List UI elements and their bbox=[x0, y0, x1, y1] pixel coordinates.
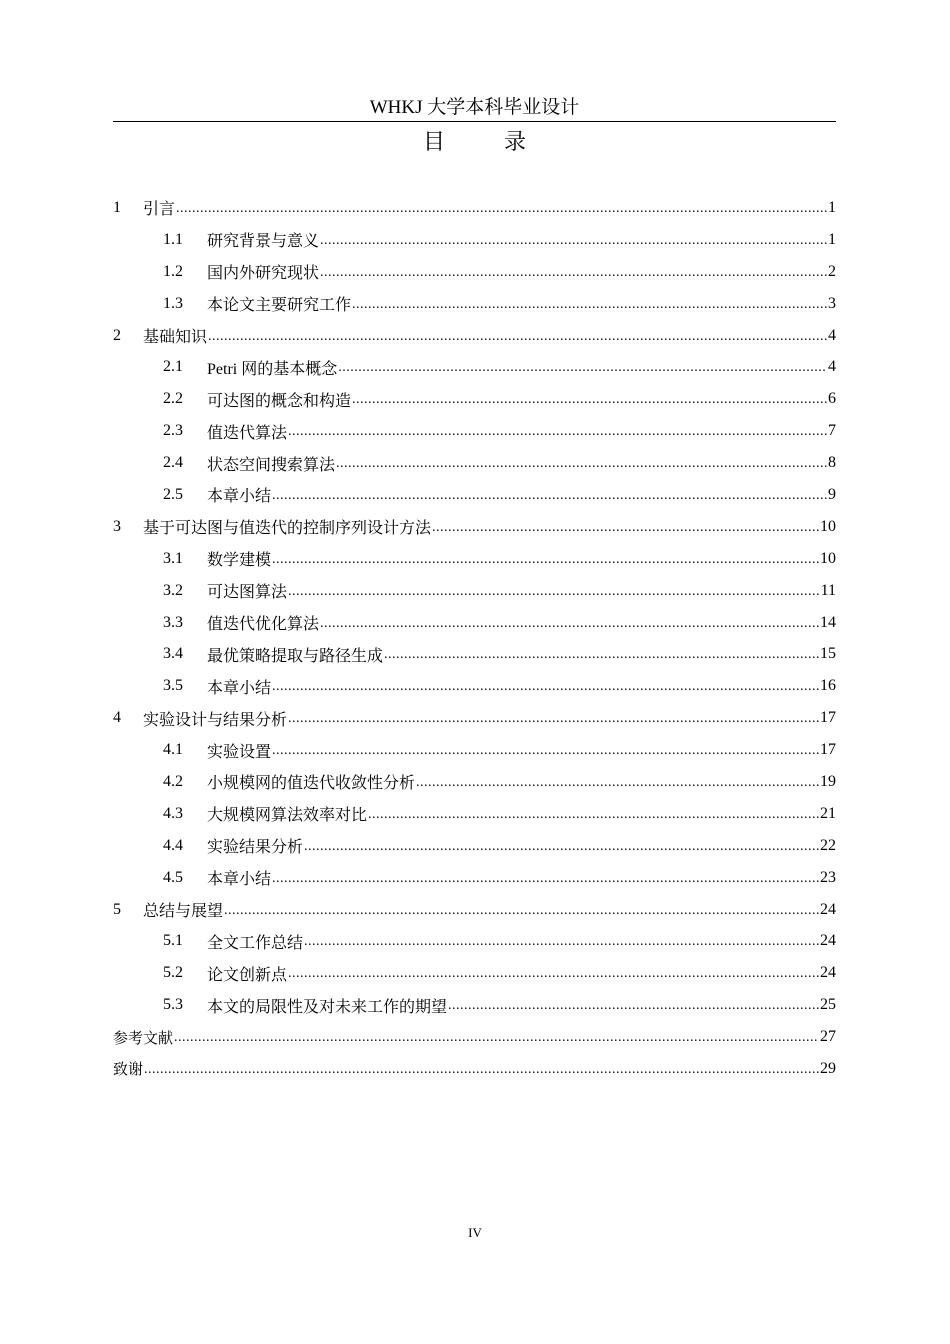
toc-entry[interactable] bbox=[113, 702, 836, 734]
dot-leader bbox=[174, 1027, 819, 1047]
dot-leader bbox=[352, 294, 827, 314]
dot-leader bbox=[304, 931, 819, 951]
toc-entry-label: 本章小结 bbox=[207, 871, 272, 889]
toc-entry[interactable] bbox=[113, 798, 836, 830]
toc-entry-label: 研究背景与意义 bbox=[207, 233, 320, 251]
dot-leader bbox=[288, 963, 819, 983]
toc-entry[interactable] bbox=[113, 830, 836, 862]
toc-entry-number: 4 bbox=[113, 709, 121, 727]
toc-entry-page: 10 bbox=[820, 517, 836, 535]
dot-leader bbox=[144, 1059, 819, 1079]
toc-entry-label: 本章小结 bbox=[207, 679, 272, 697]
toc-entry-page: 23 bbox=[820, 868, 836, 886]
toc-entry[interactable] bbox=[113, 734, 836, 766]
running-header: WHKJ 大学本科毕业设计 bbox=[369, 97, 580, 118]
toc-entry[interactable] bbox=[113, 925, 836, 957]
toc-entry[interactable] bbox=[113, 957, 836, 989]
toc-entry[interactable] bbox=[113, 288, 836, 320]
toc-entry-number: 2.2 bbox=[163, 390, 183, 408]
toc-entry-label: 实验设置 bbox=[207, 743, 272, 761]
toc-entry-number: 2.4 bbox=[163, 454, 183, 472]
toc-entry-number: 1.2 bbox=[163, 262, 183, 280]
toc-entry[interactable] bbox=[113, 192, 836, 224]
toc-entry-page: 24 bbox=[820, 932, 836, 950]
toc-entry-page: 6 bbox=[828, 390, 836, 408]
toc-entry-label: 基于可达图与值迭代的控制序列设计方法 bbox=[143, 520, 432, 538]
toc-entry-number: 2 bbox=[113, 326, 121, 344]
toc-entry-label: 全文工作总结 bbox=[207, 934, 304, 952]
toc-entry-label: 参考文献 bbox=[113, 1028, 174, 1047]
toc-entry-label: 最优策略提取与路径生成 bbox=[207, 647, 384, 665]
dot-leader bbox=[304, 836, 819, 856]
toc-entry-number: 2.3 bbox=[163, 422, 183, 440]
dot-leader bbox=[352, 389, 827, 409]
toc-entry-page: 11 bbox=[820, 581, 836, 599]
dot-leader bbox=[432, 517, 819, 537]
toc-entry-number: 1.1 bbox=[163, 230, 183, 248]
toc-entry-number: 4.2 bbox=[163, 772, 183, 790]
toc-entry-page: 17 bbox=[820, 709, 836, 727]
toc-entry[interactable] bbox=[113, 415, 836, 447]
toc-entry-number: 3 bbox=[113, 517, 121, 535]
toc-entry-number: 4.1 bbox=[163, 741, 183, 759]
dot-leader bbox=[384, 644, 819, 664]
dot-leader bbox=[272, 676, 819, 696]
toc-entry-label: 致谢 bbox=[113, 1060, 144, 1079]
toc-entry-number: 3.3 bbox=[163, 613, 183, 631]
toc-entry[interactable] bbox=[113, 224, 836, 256]
toc-entry[interactable] bbox=[113, 351, 836, 383]
toc-entry-label: 国内外研究现状 bbox=[207, 265, 320, 283]
dot-leader bbox=[288, 421, 827, 441]
table-of-contents bbox=[113, 192, 836, 1085]
toc-entry-page: 16 bbox=[820, 677, 836, 695]
dot-leader bbox=[336, 453, 827, 473]
toc-entry-number: 4.4 bbox=[163, 836, 183, 854]
toc-entry-label: 数学建模 bbox=[207, 552, 272, 570]
toc-entry-page: 21 bbox=[820, 804, 836, 822]
toc-entry-label: 实验结果分析 bbox=[207, 839, 304, 857]
toc-entry-label: 总结与展望 bbox=[143, 903, 224, 921]
toc-entry-page: 19 bbox=[820, 772, 836, 790]
toc-entry[interactable] bbox=[113, 543, 836, 575]
toc-entry-page: 15 bbox=[820, 645, 836, 663]
toc-entry-page: 4 bbox=[828, 326, 836, 344]
toc-entry-number: 4.3 bbox=[163, 804, 183, 822]
toc-entry-page: 2 bbox=[828, 262, 836, 280]
dot-leader bbox=[272, 868, 819, 888]
toc-entry-page: 22 bbox=[820, 836, 836, 854]
toc-title: 目 录 bbox=[423, 130, 552, 155]
toc-entry[interactable] bbox=[113, 670, 836, 702]
toc-entry-label: 实验设计与结果分析 bbox=[143, 711, 288, 729]
toc-entry-label: 论文创新点 bbox=[207, 966, 288, 984]
toc-entry-number: 5.3 bbox=[163, 996, 183, 1014]
toc-entry[interactable] bbox=[113, 766, 836, 798]
dot-leader bbox=[272, 549, 819, 569]
toc-entry-number: 3.2 bbox=[163, 581, 183, 599]
toc-entry-page: 1 bbox=[828, 230, 836, 248]
header-rule bbox=[113, 121, 836, 122]
toc-entry-number: 3.1 bbox=[163, 549, 183, 567]
toc-entry-label: 小规模网的值迭代收敛性分析 bbox=[207, 775, 416, 793]
dot-leader bbox=[338, 357, 827, 377]
toc-entry-page: 10 bbox=[820, 549, 836, 567]
toc-entry-number: 2.1 bbox=[163, 358, 183, 376]
toc-entry[interactable] bbox=[113, 607, 836, 639]
dot-leader bbox=[320, 262, 827, 282]
toc-entry-label: 大规模网算法效率对比 bbox=[207, 807, 368, 825]
toc-entry[interactable] bbox=[113, 894, 836, 926]
toc-entry[interactable] bbox=[113, 862, 836, 894]
toc-entry-label: 可达图算法 bbox=[207, 584, 288, 602]
dot-leader bbox=[208, 326, 827, 346]
toc-entry-label: 本论文主要研究工作 bbox=[207, 297, 352, 315]
dot-leader bbox=[288, 581, 820, 601]
toc-entry-label: 本文的局限性及对未来工作的期望 bbox=[207, 998, 448, 1016]
toc-entry-label: 本章小结 bbox=[207, 488, 272, 506]
toc-entry[interactable] bbox=[113, 447, 836, 479]
toc-entry-label: Petri 网的基本概念 bbox=[207, 360, 338, 378]
dot-leader bbox=[272, 740, 819, 760]
toc-entry[interactable] bbox=[113, 1053, 836, 1085]
toc-entry-number: 3.4 bbox=[163, 645, 183, 663]
toc-entry[interactable] bbox=[113, 575, 836, 607]
toc-entry-page: 29 bbox=[820, 1059, 836, 1077]
toc-entry-page: 27 bbox=[820, 1028, 836, 1046]
toc-entry-number: 1.3 bbox=[163, 294, 183, 312]
dot-leader bbox=[320, 230, 827, 250]
toc-entry-number: 4.5 bbox=[163, 868, 183, 886]
toc-entry-number: 1 bbox=[113, 198, 121, 216]
toc-entry-label: 值迭代优化算法 bbox=[207, 616, 320, 634]
dot-leader bbox=[288, 708, 819, 728]
dot-leader bbox=[368, 804, 819, 824]
toc-entry-page: 14 bbox=[820, 613, 836, 631]
toc-entry[interactable] bbox=[113, 320, 836, 352]
toc-entry-label: 引言 bbox=[143, 201, 176, 219]
dot-leader bbox=[416, 772, 819, 792]
toc-entry-page: 24 bbox=[820, 900, 836, 918]
dot-leader bbox=[272, 485, 827, 505]
toc-entry-label: 状态空间搜索算法 bbox=[207, 456, 336, 474]
toc-entry-page: 24 bbox=[820, 964, 836, 982]
toc-entry[interactable] bbox=[113, 989, 836, 1021]
toc-entry[interactable] bbox=[113, 383, 836, 415]
dot-leader bbox=[224, 900, 819, 920]
toc-entry[interactable] bbox=[113, 479, 836, 511]
toc-entry-page: 7 bbox=[828, 422, 836, 440]
toc-entry-page: 17 bbox=[820, 741, 836, 759]
toc-entry-number: 5.1 bbox=[163, 932, 183, 950]
toc-entry-page: 3 bbox=[828, 294, 836, 312]
toc-entry-number: 2.5 bbox=[163, 485, 183, 503]
toc-entry-page: 25 bbox=[820, 996, 836, 1014]
toc-entry[interactable] bbox=[113, 638, 836, 670]
toc-entry-number: 3.5 bbox=[163, 677, 183, 695]
toc-entry-label: 基础知识 bbox=[143, 329, 208, 346]
toc-entry-label: 值迭代算法 bbox=[207, 424, 288, 442]
dot-leader bbox=[320, 613, 819, 633]
toc-entry-label: 可达图的概念和构造 bbox=[207, 392, 352, 410]
toc-entry[interactable] bbox=[113, 1021, 836, 1053]
dot-leader bbox=[176, 198, 827, 218]
toc-entry-page: 9 bbox=[828, 485, 836, 503]
toc-entry-page: 4 bbox=[828, 358, 836, 376]
dot-leader bbox=[448, 995, 819, 1015]
toc-entry-number: 5 bbox=[113, 900, 121, 918]
toc-entry-page: 8 bbox=[828, 454, 836, 472]
toc-entry-number: 5.2 bbox=[163, 964, 183, 982]
page-number: IV bbox=[468, 1225, 482, 1240]
toc-entry-page: 1 bbox=[828, 198, 836, 216]
toc-entry[interactable] bbox=[113, 511, 836, 543]
toc-entry[interactable] bbox=[113, 256, 836, 288]
